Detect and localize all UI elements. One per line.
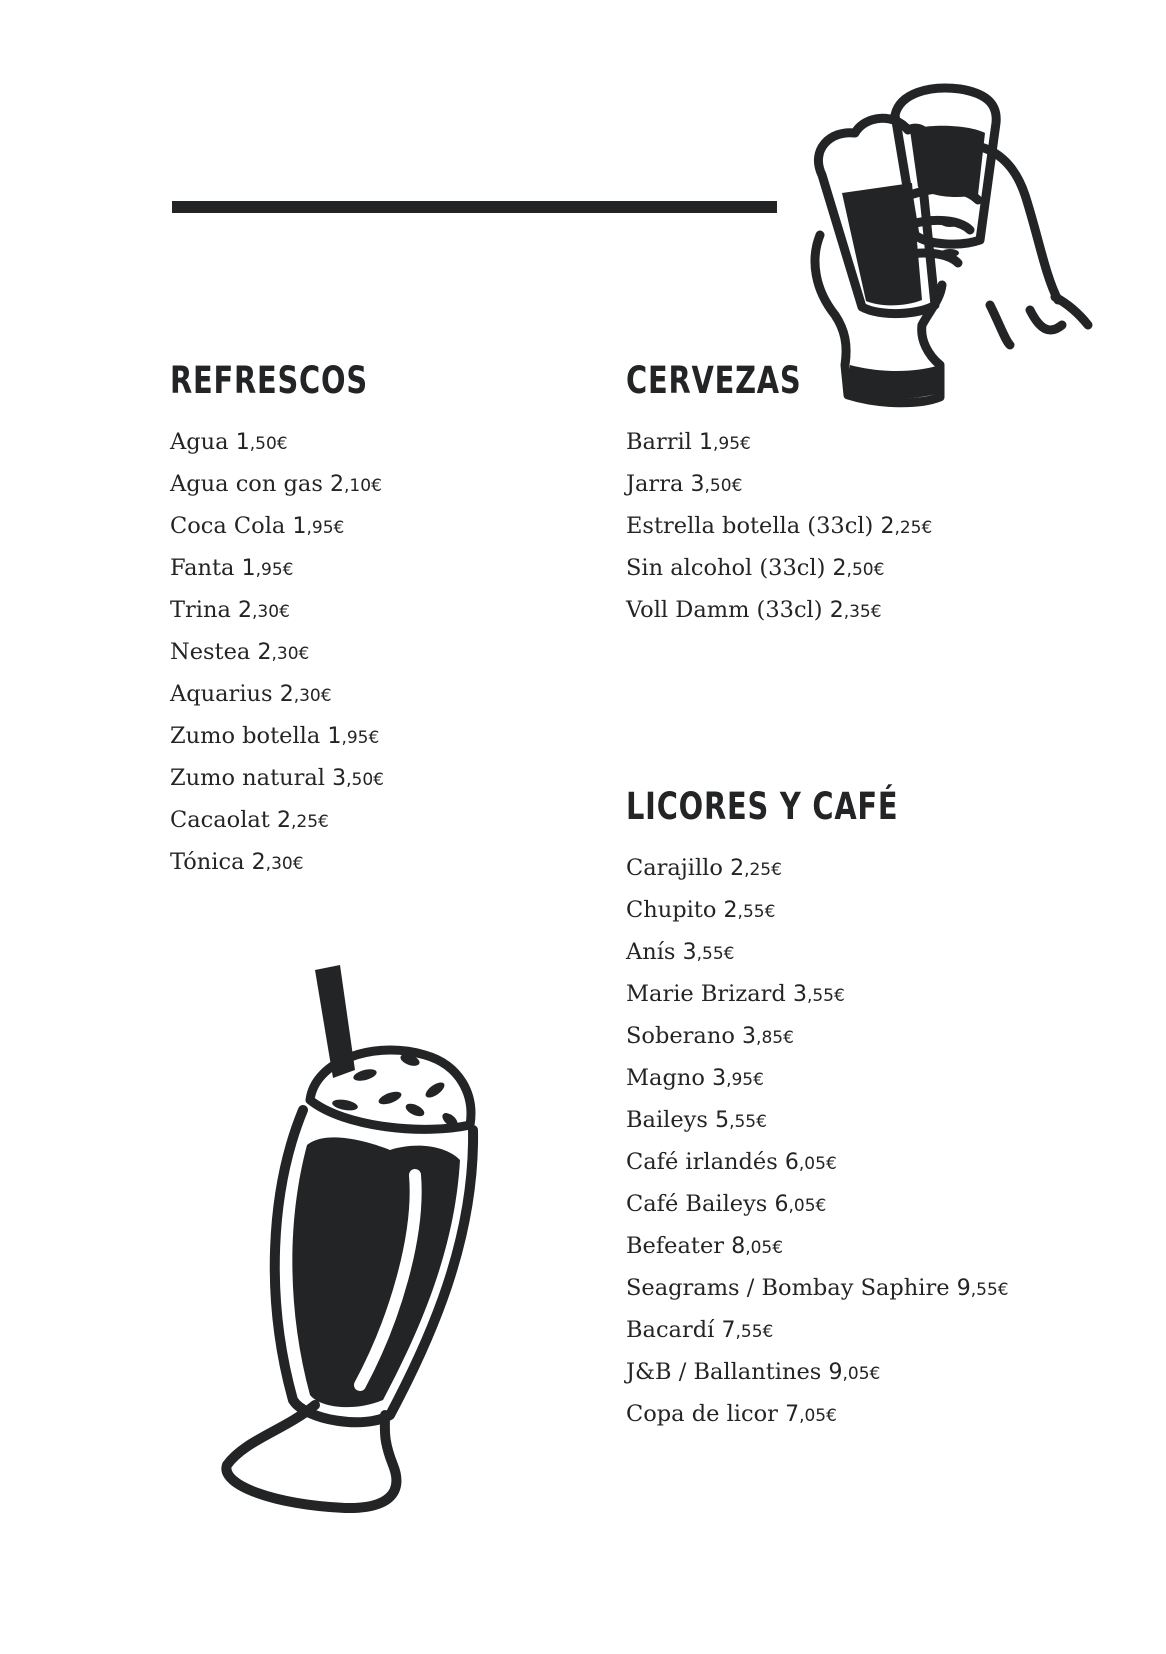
menu-item xyxy=(626,589,932,631)
item-name: Fanta xyxy=(170,555,235,581)
item-name: Magno xyxy=(626,1065,705,1091)
item-price-decimal: ,95€ xyxy=(306,518,345,538)
item-price-decimal: ,55€ xyxy=(970,1280,1009,1300)
menu-item xyxy=(626,1351,1009,1393)
item-price-decimal: ,95€ xyxy=(713,434,751,454)
menu-item xyxy=(626,1141,1009,1183)
item-price-integer: 7 xyxy=(721,1318,736,1343)
menu-item xyxy=(626,547,932,589)
item-name: Anís xyxy=(626,939,676,965)
item-name: Copa de licor xyxy=(626,1401,778,1427)
item-price-integer: 3 xyxy=(712,1066,727,1091)
item-name: Soberano xyxy=(626,1023,735,1049)
menu-item xyxy=(626,421,932,463)
item-price-decimal: ,30€ xyxy=(271,644,310,664)
item-name: Zumo botella xyxy=(170,723,321,749)
item-name: Voll Damm (33cl) xyxy=(626,597,823,623)
item-price-integer: 3 xyxy=(332,766,347,791)
menu-item xyxy=(626,889,1009,931)
item-price-decimal: ,50€ xyxy=(346,770,384,790)
item-price-decimal: ,25€ xyxy=(744,860,782,880)
menu-item xyxy=(626,1267,1009,1309)
menu-item xyxy=(626,1393,1009,1435)
menu-item xyxy=(626,1057,1009,1099)
item-price-decimal: ,25€ xyxy=(291,812,329,832)
item-price-integer: 5 xyxy=(715,1108,730,1133)
menu-item xyxy=(626,1099,1009,1141)
item-price-integer: 2 xyxy=(880,514,895,539)
item-name: Baileys xyxy=(626,1107,708,1133)
item-price-integer: 2 xyxy=(330,472,345,497)
section-refrescos xyxy=(170,359,424,883)
item-name: Café Baileys xyxy=(626,1191,768,1217)
item-price-decimal: ,95€ xyxy=(341,728,380,748)
item-price-decimal: ,95€ xyxy=(255,560,294,580)
item-name: Aquarius xyxy=(170,681,273,707)
menu-item xyxy=(170,547,424,589)
item-price-decimal: ,05€ xyxy=(788,1196,827,1216)
menu-item xyxy=(626,1183,1009,1225)
header-divider xyxy=(172,201,777,213)
section-title: CERVEZAS xyxy=(626,359,802,402)
menu-item xyxy=(170,505,424,547)
item-price-decimal: ,55€ xyxy=(696,944,735,964)
menu-item xyxy=(170,673,424,715)
item-price-integer: 6 xyxy=(784,1150,799,1175)
item-price-decimal: ,85€ xyxy=(756,1028,794,1048)
item-name: Estrella botella (33cl) xyxy=(626,513,874,539)
item-price-decimal: ,50€ xyxy=(704,476,743,496)
item-price-decimal: ,05€ xyxy=(799,1406,837,1426)
item-name: J&B / Ballantines xyxy=(626,1359,822,1385)
item-price-integer: 3 xyxy=(792,982,807,1007)
item-price-integer: 7 xyxy=(785,1402,800,1427)
menu-item xyxy=(170,589,424,631)
item-price-integer: 1 xyxy=(327,724,342,749)
item-price-integer: 1 xyxy=(235,430,250,455)
item-price-integer: 3 xyxy=(682,940,697,965)
item-name: Cacaolat xyxy=(170,807,270,833)
item-name: Marie Brizard xyxy=(626,981,786,1007)
item-name: Chupito xyxy=(626,897,717,923)
item-price-integer: 2 xyxy=(238,598,253,623)
menu-item xyxy=(626,1309,1009,1351)
item-price-decimal: ,05€ xyxy=(842,1364,881,1384)
item-name: Trina xyxy=(170,597,231,623)
item-list xyxy=(626,421,932,631)
item-price-decimal: ,55€ xyxy=(737,902,776,922)
menu-item xyxy=(170,841,424,883)
item-name: Agua con gas xyxy=(170,471,323,497)
section-licores xyxy=(626,785,1009,1435)
item-price-integer: 2 xyxy=(251,850,266,875)
item-price-integer: 3 xyxy=(742,1024,757,1049)
item-price-integer: 3 xyxy=(690,472,705,497)
item-name: Agua xyxy=(170,429,229,455)
menu-item xyxy=(170,799,424,841)
item-price-integer: 2 xyxy=(277,808,291,833)
item-list xyxy=(170,421,424,883)
menu-item xyxy=(626,505,932,547)
menu-item xyxy=(170,757,424,799)
item-price-decimal: ,35€ xyxy=(843,602,882,622)
item-name: Sin alcohol (33cl) xyxy=(626,555,826,581)
item-price-decimal: ,25€ xyxy=(894,518,933,538)
item-price-integer: 2 xyxy=(829,598,844,623)
item-price-integer: 1 xyxy=(241,556,256,581)
item-price-integer: 8 xyxy=(731,1234,746,1259)
item-price-integer: 2 xyxy=(723,898,738,923)
menu-item xyxy=(626,847,1009,889)
item-name: Carajillo xyxy=(626,855,723,881)
menu-item xyxy=(626,1015,1009,1057)
item-price-integer: 2 xyxy=(279,682,294,707)
item-price-integer: 2 xyxy=(257,640,272,665)
item-name: Zumo natural xyxy=(170,765,325,791)
item-price-integer: 1 xyxy=(699,430,714,455)
section-title: REFRESCOS xyxy=(170,359,368,402)
item-name: Befeater xyxy=(626,1233,725,1259)
item-price-decimal: ,30€ xyxy=(265,854,304,874)
item-price-integer: 9 xyxy=(956,1276,971,1301)
item-price-decimal: ,30€ xyxy=(252,602,290,622)
item-price-decimal: ,50€ xyxy=(249,434,288,454)
item-price-decimal: ,55€ xyxy=(806,986,845,1006)
section-cervezas xyxy=(626,359,933,631)
item-price-decimal: ,30€ xyxy=(293,686,332,706)
item-list xyxy=(626,847,1009,1435)
item-name: Café irlandés xyxy=(626,1149,778,1175)
item-price-integer: 1 xyxy=(292,514,307,539)
menu-item xyxy=(170,631,424,673)
item-name: Jarra xyxy=(626,471,684,497)
section-title: LICORES Y CAFÉ xyxy=(626,785,899,828)
item-price-integer: 2 xyxy=(832,556,847,581)
menu-item xyxy=(170,463,424,505)
item-price-decimal: ,05€ xyxy=(798,1154,837,1174)
item-price-decimal: ,10€ xyxy=(344,476,382,496)
item-name: Nestea xyxy=(170,639,251,665)
item-name: Coca Cola xyxy=(170,513,286,539)
menu-item xyxy=(626,463,932,505)
item-name: Barril xyxy=(626,429,692,455)
menu-item xyxy=(626,1225,1009,1267)
menu-item xyxy=(626,973,1009,1015)
item-price-integer: 9 xyxy=(828,1360,843,1385)
menu-item xyxy=(626,931,1009,973)
item-name: Seagrams / Bombay Saphire xyxy=(626,1275,950,1301)
item-price-decimal: ,95€ xyxy=(726,1070,764,1090)
item-name: Bacardí xyxy=(626,1317,715,1343)
item-price-decimal: ,50€ xyxy=(846,560,885,580)
item-price-decimal: ,55€ xyxy=(735,1322,774,1342)
menu-item xyxy=(170,715,424,757)
item-name: Tónica xyxy=(170,849,245,875)
item-price-decimal: ,05€ xyxy=(745,1238,784,1258)
item-price-decimal: ,55€ xyxy=(729,1112,767,1132)
menu-item xyxy=(170,421,424,463)
milkshake-icon xyxy=(215,960,515,1520)
item-price-integer: 2 xyxy=(730,856,745,881)
item-price-integer: 6 xyxy=(774,1192,789,1217)
